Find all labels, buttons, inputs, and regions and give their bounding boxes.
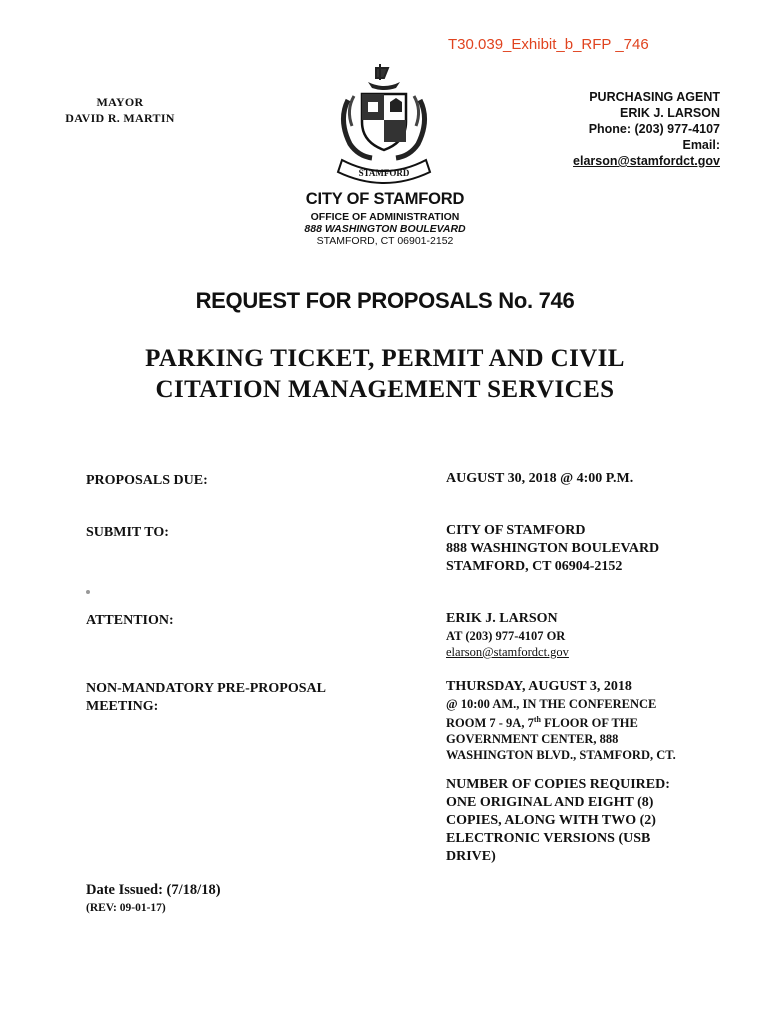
meeting-details — [446, 678, 676, 763]
city-seal-icon — [328, 60, 440, 186]
proposals-due-value: AUGUST 30, 2018 @ 4:00 P.M. — [446, 471, 634, 486]
mayor-title: MAYOR — [96, 95, 144, 109]
rfp-title — [0, 343, 770, 405]
submit-to-line-3: STAMFORD, CT 06904-2152 — [446, 559, 623, 574]
stray-mark — [86, 590, 90, 594]
rfp-heading: REQUEST FOR PROPOSALS No. 746 — [195, 288, 575, 313]
meeting-building: GOVERNMENT CENTER, 888 — [446, 732, 619, 747]
agent-name: ERIK J. LARSON — [619, 106, 720, 120]
mayor-block — [60, 94, 180, 126]
meeting-label-line-2: MEETING: — [86, 699, 159, 714]
copies-line-2: ONE ORIGINAL AND EIGHT (8) — [446, 795, 654, 810]
proposals-due-label: PROPOSALS DUE: — [86, 473, 208, 488]
agent-phone: Phone: (203) 977-4107 — [588, 122, 720, 136]
agent-email-link[interactable]: elarson@stamfordct.gov — [573, 154, 720, 168]
exhibit-reference: T30.039_Exhibit_b_RFP _746 — [448, 36, 649, 53]
copies-line-4: ELECTRONIC VERSIONS (USB — [446, 831, 651, 846]
submit-to-label: SUBMIT TO: — [86, 525, 169, 540]
mayor-name: DAVID R. MARTIN — [65, 111, 175, 125]
meeting-room: ROOM 7 - 9A, 7th FLOOR OF THE — [446, 715, 638, 731]
meeting-time: @ 10:00 AM., IN THE CONFERENCE — [446, 697, 657, 711]
purchasing-agent-block — [550, 89, 720, 169]
office-street: 888 WASHINGTON BOULEVARD — [304, 223, 466, 235]
city-address-block — [290, 190, 480, 247]
meeting-label — [86, 680, 326, 716]
copies-required — [446, 776, 670, 866]
office-name: OFFICE OF ADMINISTRATION — [310, 211, 460, 223]
attention-line-1: ERIK J. LARSON — [446, 611, 558, 626]
rfp-title-line-1: PARKING TICKET, PERMIT AND CIVIL — [145, 345, 625, 372]
submit-to-line-1: CITY OF STAMFORD — [446, 523, 586, 538]
attention-line-2: AT (203) 977-4107 OR — [446, 629, 566, 643]
city-name: CITY OF STAMFORD — [305, 190, 465, 208]
attention-email-link[interactable]: elarson@stamfordct.gov — [446, 645, 569, 659]
meeting-date: THURSDAY, AUGUST 3, 2018 — [446, 679, 632, 694]
agent-title: PURCHASING AGENT — [589, 90, 720, 104]
copies-line-5: DRIVE) — [446, 849, 496, 864]
copies-line-3: COPIES, ALONG WITH TWO (2) — [446, 813, 656, 828]
agent-email-label: Email: — [682, 138, 720, 152]
date-issued: Date Issued: (7/18/18) — [86, 882, 221, 898]
submit-to-line-2: 888 WASHINGTON BOULEVARD — [446, 541, 660, 556]
rfp-title-line-2: CITATION MANAGEMENT SERVICES — [155, 376, 615, 403]
revision-note: (REV: 09-01-17) — [86, 902, 166, 914]
meeting-address: WASHINGTON BLVD., STAMFORD, CT. — [446, 748, 676, 763]
attention-label: ATTENTION: — [86, 613, 174, 628]
attention-contact — [446, 610, 569, 660]
seal-banner-text: STAMFORD — [358, 168, 410, 178]
meeting-label-line-1: NON-MANDATORY PRE-PROPOSAL — [86, 681, 326, 696]
office-city-state-zip: STAMFORD, CT 06901-2152 — [316, 235, 454, 247]
submit-to-address — [446, 522, 659, 576]
copies-line-1: NUMBER OF COPIES REQUIRED: — [446, 777, 670, 792]
